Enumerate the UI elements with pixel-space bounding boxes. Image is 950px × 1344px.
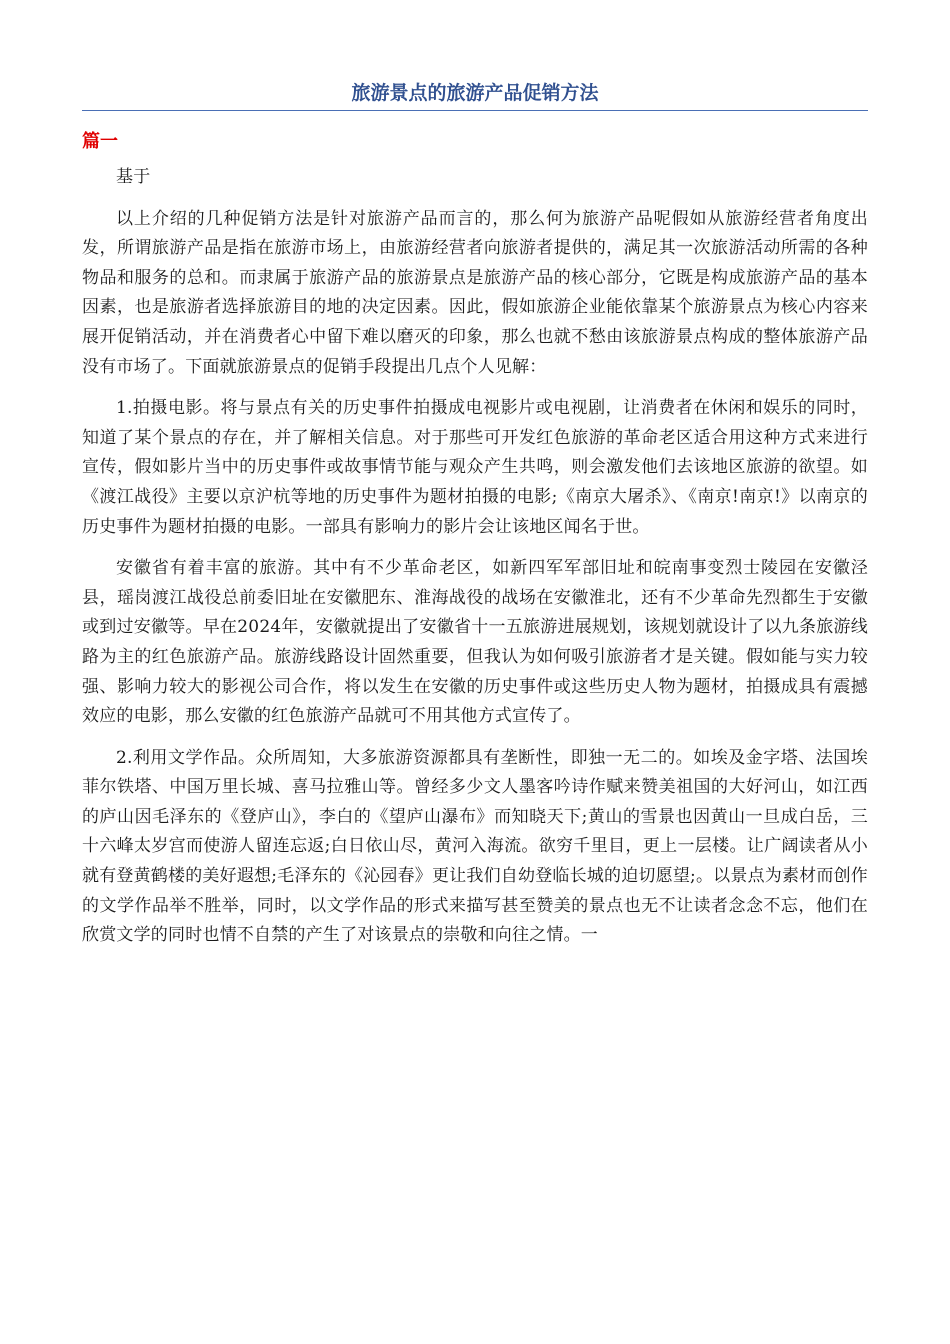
document-page xyxy=(82,78,868,951)
section-heading: 篇一 xyxy=(82,131,118,152)
paragraph-anhui: 安徽省有着丰富的旅游。其中有不少革命老区，如新四军军部旧址和皖南事变烈士陵园在安徽泾县，瑶岗渡江战役总前委旧址在安徽肥东、淮海战役的战场在安徽淮北，还有不少革命先烈都生于安徽或到过安徽等。早在2024年，安徽就提出了安徽省十一五旅游进展规划，该规划就设计了以九条旅游线路为主的红色旅游产品。旅游线路设计固然重要，但我认为如何吸引旅游者才是关键。假如能与实力较强、影响力较大的影视公司合作，将以发生在安徽的历史事件或这些历史人物为题材，拍摄成具有震撼效应的电影，那么安徽的红色旅游产品就可不用其他方式宣传了。 xyxy=(82,558,868,727)
paragraph-film: 1.拍摄电影。将与景点有关的历史事件拍摄成电视影片或电视剧，让消费者在休闲和娱乐的同时，知道了某个景点的存在，并了解相关信息。对于那些可开发红色旅游的革命老区适合用这种方式来进行宣传，假如影片当中的历史事件或故事情节能与观众产生共鸣，则会激发他们去该地区旅游的欲望。如《渡江战役》主要以京沪杭等地的历史事件为题材拍摄的电影;《南京大屠杀》、《南京!南京!》以南京的历史事件为题材拍摄的电影。一部具有影响力的影片会让该地区闻名于世。 xyxy=(82,398,868,537)
document-title: 旅游景点的旅游产品促销方法 xyxy=(82,78,868,111)
paragraph-literature: 2.利用文学作品。众所周知，大多旅游资源都具有垄断性，即独一无二的。如埃及金字塔、法国埃菲尔铁塔、中国万里长城、喜马拉雅山等。曾经多少文人墨客吟诗作赋来赞美祖国的大好河山，如江西的庐山因毛泽东的《登庐山》，李白的《望庐山瀑布》而知晓天下;黄山的雪景也因黄山一旦成白岳，三十六峰太岁宫而使游人留连忘返;白日依山尽，黄河入海流。欲穷千里目，更上一层楼。让广阔读者从小就有登黄鹤楼的美好遐想;毛泽东的《沁园春》更让我们自幼登临长城的迫切愿望;。以景点为素材而创作的文学作品举不胜举，同时，以文学作品的形式来描写甚至赞美的景点也无不让读者念念不忘，他们在欣赏文学的同时也情不自禁的产生了对该景点的崇敬和向往之情。一 xyxy=(82,747,868,946)
paragraph-tourism-product: 以上介绍的几种促销方法是针对旅游产品而言的，那么何为旅游产品呢假如从旅游经营者角度出发，所谓旅游产品是指在旅游市场上，由旅游经营者向旅游者提供的，满足其一次旅游活动所需的各种物品和服务的总和。而隶属于旅游产品的旅游景点是旅游产品的核心部分，它既是构成旅游产品的基本因素，也是旅游者选择旅游目的地的决定因素。因此，假如旅游企业能依靠某个旅游景点为核心内容来展开促销活动，并在消费者心中留下难以磨灭的印象，那么也就不愁由该旅游景点构成的整体旅游产品没有市场了。下面就旅游景点的促销手段提出几点个人见解： xyxy=(82,208,868,377)
paragraph-intro-word: 基于 xyxy=(116,167,151,187)
